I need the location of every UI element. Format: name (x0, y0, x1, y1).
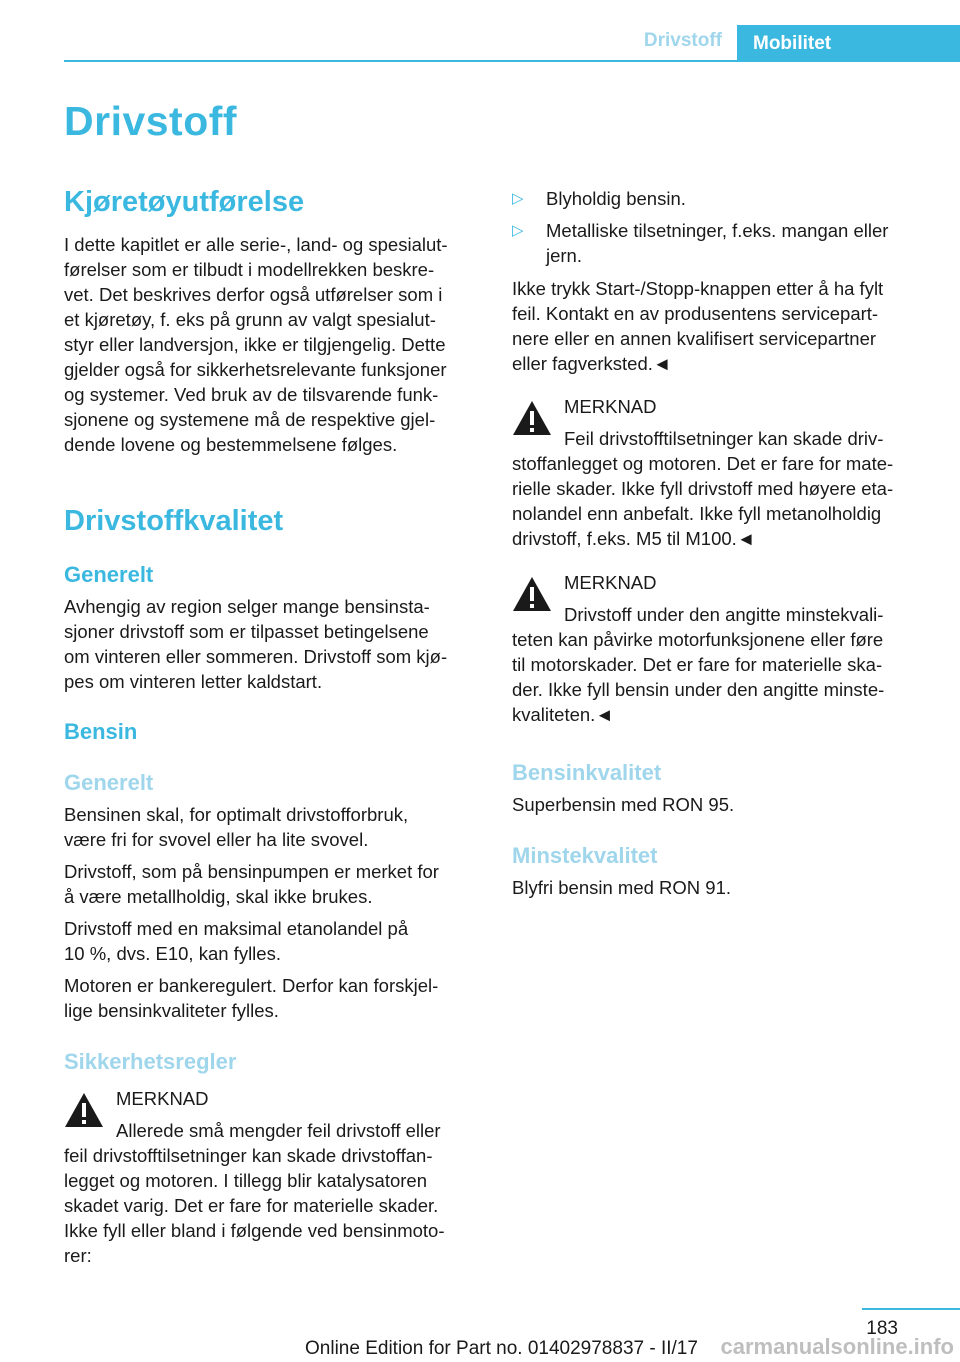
heading-fuel-quality: Drivstoffkvalitet (64, 505, 284, 537)
heading-min-quality: Minstekvalitet (512, 843, 658, 868)
footer-rule (862, 1308, 960, 1310)
page-number: 183 (866, 1318, 898, 1339)
safety-note-text: Allerede små mengder feil drivstoff eller feil drivstofftilsetninger kan skade drivstoffan- legget og motoren. I tillegg blir katalysatoren skadet varig. Det er fare for materielle skader. Ikke fyll eller bland i følgende ved bensinmoto- rer: (64, 1120, 445, 1266)
bullet-triangle-icon: ▷ (512, 190, 524, 207)
start-stop-text: Ikke trykk Start-/Stopp-knappen etter å ha fylt feil. Kontakt en av produsentens servicepart- nere eller en annen kvalifisert servicepartner eller fagverksted.◄ (512, 278, 884, 374)
bullet-triangle-icon: ▷ (512, 222, 524, 239)
header-tab-chapter[interactable]: Mobilitet (737, 25, 960, 62)
note1-label: MERKNAD (564, 396, 657, 417)
petrol-paragraph-2: Drivstoff, som på bensinpumpen er merket for å være metallholdig, skal ikke brukes. (64, 861, 439, 907)
heading-general: Generelt (64, 562, 154, 587)
petrol-quality-text: Superbensin med RON 95. (512, 794, 735, 815)
heading-petrol-quality: Bensinkvalitet (512, 760, 662, 785)
note2-label: MERKNAD (564, 572, 657, 593)
watermark: carmanualsonline.info (720, 1334, 954, 1359)
min-quality-text: Blyfri bensin med RON 91. (512, 877, 732, 898)
vehicle-version-text: I dette kapitlet er alle serie-, land- og spesialut- førelser som er tilbudt i modellrekken beskre- vet. Det beskrives derfor også utførelser som i et kjøretøy, f. eks på grunn av valgt spesialut- styr eller landversjon, ikke er tilgjengelig. Dette gjelder også for sikkerhetsrelevante funksjoner og systemer. Ved bruk av de tilsvarende funk- sjonene og systemene må de respektive gjel- dende lovene og bestemmelsene følges. (64, 234, 448, 455)
edition-text: Online Edition for Part no. 01402978837 - II/17 (305, 1338, 698, 1359)
general-text: Avhengig av region selger mange bensinsta- sjoner drivstoff som er tilpasset betingelsene om vinteren eller sommeren. Drivstoff som kjø- pes om vinteren letter kaldstart. (64, 596, 448, 692)
header-tab-section[interactable]: Drivstoff (643, 30, 722, 51)
heading-petrol-general: Generelt (64, 770, 154, 795)
petrol-paragraph-4: Motoren er bankeregulert. Derfor kan forskjel- lige bensinkvaliteter fylles. (64, 975, 439, 1021)
petrol-paragraph-3: Drivstoff med en maksimal etanolandel på 10 %, dvs. E10, kan fylles. (64, 918, 409, 964)
page-title: Drivstoff (64, 98, 238, 144)
safety-note-label: MERKNAD (116, 1088, 209, 1109)
note2-text: Drivstoff under den angitte minstekvali- teten kan påvirke motorfunksjonene eller føre til motorskader. Det er fare for materielle ska- der. Ikke fyll bensin under den angitte minste- kvaliteten.◄ (512, 604, 885, 725)
petrol-paragraph-1: Bensinen skal, for optimalt drivstofforbruk, være fri for svovel eller ha lite svovel. (64, 804, 409, 850)
heading-safety: Sikkerhetsregler (64, 1049, 237, 1074)
heading-vehicle-version: Kjøretøyutførelse (64, 186, 305, 218)
note1-text: Feil drivstofftilsetninger kan skade driv- stoffanlegget og motoren. Det er fare for mate- rielle skader. Ikke fyll drivstoff med høyere eta- nolandel enn anbefalt. Ikke fyll metanolholdig drivstoff, f.eks. M5 til M100.◄ (512, 428, 894, 549)
heading-petrol: Bensin (64, 719, 138, 744)
